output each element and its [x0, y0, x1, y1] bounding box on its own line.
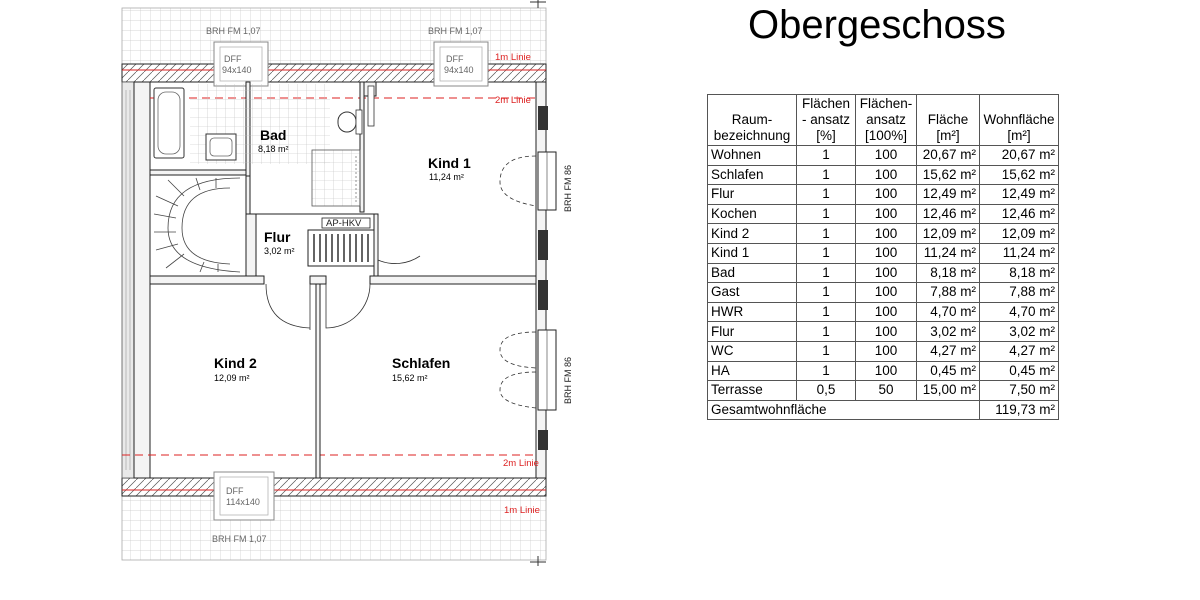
room-percent: 1	[797, 341, 856, 361]
dff-top-left-size: 94x140	[222, 65, 252, 75]
room-living-area: 12,46 m²	[980, 204, 1059, 224]
room-flur-name: Flur	[264, 229, 291, 245]
room-living-area: 12,09 m²	[980, 224, 1059, 244]
room-name: Schlafen	[708, 165, 797, 185]
room-living-area: 8,18 m²	[980, 263, 1059, 283]
dff-top-left-label: DFF	[224, 54, 242, 64]
page-title: Obergeschoss	[748, 3, 1006, 47]
room-name: WC	[708, 341, 797, 361]
header-factor: Flächen- ansatz [100%]	[856, 95, 917, 146]
room-factor: 100	[856, 185, 917, 205]
area-table	[707, 94, 1059, 420]
room-living-area: 7,88 m²	[980, 283, 1059, 303]
dff-top-right-label: DFF	[446, 54, 464, 64]
room-percent: 1	[797, 243, 856, 263]
table-row	[708, 322, 1059, 342]
window-swing-kind1	[500, 156, 536, 206]
room-percent: 1	[797, 224, 856, 244]
table-row	[708, 263, 1059, 283]
table-row	[708, 302, 1059, 322]
room-living-area: 11,24 m²	[980, 243, 1059, 263]
room-factor: 50	[856, 381, 917, 401]
total-label: Gesamtwohnfläche	[708, 400, 980, 420]
roof-bottom	[122, 496, 546, 560]
table-row	[708, 204, 1059, 224]
room-area: 12,46 m²	[917, 204, 980, 224]
brh-side-top-label: BRH FM 86	[563, 164, 573, 212]
room-factor: 100	[856, 224, 917, 244]
room-name: HA	[708, 361, 797, 381]
total-value: 119,73 m²	[980, 400, 1059, 420]
room-percent: 1	[797, 165, 856, 185]
line-2m-top-label: 2m Linie	[495, 95, 531, 106]
room-area: 15,62 m²	[917, 165, 980, 185]
table-row	[708, 165, 1059, 185]
room-area: 8,18 m²	[917, 263, 980, 283]
heating-label: AP-HKV	[326, 218, 362, 229]
room-percent: 1	[797, 185, 856, 205]
room-factor: 100	[856, 204, 917, 224]
line-1m-bottom-label: 1m Linie	[504, 505, 540, 516]
room-percent: 1	[797, 361, 856, 381]
dff-top-right-size: 94x140	[444, 65, 474, 75]
room-percent: 1	[797, 322, 856, 342]
room-living-area: 4,70 m²	[980, 302, 1059, 322]
brh-bottom-label: BRH FM 1,07	[212, 534, 267, 544]
dff-bottom-label: DFF	[226, 486, 244, 496]
room-factor: 100	[856, 146, 917, 166]
room-percent: 1	[797, 283, 856, 303]
table-row	[708, 224, 1059, 244]
room-kind2-area: 12,09 m²	[214, 373, 250, 383]
skylight-top-right	[434, 42, 488, 86]
room-name: Kind 2	[708, 224, 797, 244]
room-area: 20,67 m²	[917, 146, 980, 166]
room-kind1-area: 11,24 m²	[429, 172, 464, 182]
room-percent: 1	[797, 204, 856, 224]
table-row	[708, 361, 1059, 381]
window-swing-schlafen-a	[500, 332, 536, 368]
skylight-top-left	[214, 42, 268, 86]
table-total-row	[708, 400, 1059, 420]
brh-side-bottom-label: BRH FM 86	[563, 356, 573, 404]
table-row	[708, 341, 1059, 361]
wall-bottom	[122, 478, 546, 496]
room-factor: 100	[856, 302, 917, 322]
room-factor: 100	[856, 263, 917, 283]
table-row	[708, 381, 1059, 401]
window-swing-schlafen-b	[500, 372, 536, 408]
room-name: Flur	[708, 185, 797, 205]
room-area: 0,45 m²	[917, 361, 980, 381]
room-schlafen-name: Schlafen	[392, 355, 451, 371]
room-percent: 0,5	[797, 381, 856, 401]
header-living-area: Wohnfläche [m²]	[980, 95, 1059, 146]
room-name: Flur	[708, 322, 797, 342]
room-living-area: 0,45 m²	[980, 361, 1059, 381]
room-name: Kind 1	[708, 243, 797, 263]
room-living-area: 20,67 m²	[980, 146, 1059, 166]
room-living-area: 7,50 m²	[980, 381, 1059, 401]
header-room: Raum- bezeichnung	[708, 95, 797, 146]
room-name: Terrasse	[708, 381, 797, 401]
brh-top-left-label: BRH FM 1,07	[206, 26, 261, 36]
table-row	[708, 243, 1059, 263]
room-living-area: 12,49 m²	[980, 185, 1059, 205]
room-percent: 1	[797, 263, 856, 283]
room-factor: 100	[856, 341, 917, 361]
room-living-area: 4,27 m²	[980, 341, 1059, 361]
room-area: 15,00 m²	[917, 381, 980, 401]
room-kind2-name: Kind 2	[214, 355, 257, 371]
room-area: 12,09 m²	[917, 224, 980, 244]
table-row	[708, 283, 1059, 303]
room-name: Gast	[708, 283, 797, 303]
room-bad-name: Bad	[260, 127, 287, 143]
room-factor: 100	[856, 322, 917, 342]
room-living-area: 3,02 m²	[980, 322, 1059, 342]
line-2m-bottom-label: 2m Linie	[503, 458, 539, 469]
room-flur-area: 3,02 m²	[264, 246, 295, 256]
room-factor: 100	[856, 283, 917, 303]
header-area: Fläche [m²]	[917, 95, 980, 146]
room-percent: 1	[797, 146, 856, 166]
table-row	[708, 146, 1059, 166]
room-name: Wohnen	[708, 146, 797, 166]
room-percent: 1	[797, 302, 856, 322]
room-area: 4,70 m²	[917, 302, 980, 322]
line-1m-top-label: 1m Linie	[495, 52, 531, 63]
room-schlafen-area: 15,62 m²	[392, 373, 428, 383]
table-row	[708, 185, 1059, 205]
room-living-area: 15,62 m²	[980, 165, 1059, 185]
room-area: 7,88 m²	[917, 283, 980, 303]
brh-top-right-label: BRH FM 1,07	[428, 26, 483, 36]
room-factor: 100	[856, 361, 917, 381]
room-name: Bad	[708, 263, 797, 283]
room-name: HWR	[708, 302, 797, 322]
table-header-row	[708, 95, 1059, 146]
heater	[308, 230, 374, 266]
room-bad-area: 8,18 m²	[258, 144, 289, 154]
room-kind1-name: Kind 1	[428, 155, 471, 171]
room-area: 11,24 m²	[917, 243, 980, 263]
room-factor: 100	[856, 165, 917, 185]
staircase	[154, 178, 240, 272]
header-percent: Flächen - ansatz [%]	[797, 95, 856, 146]
room-area: 12,49 m²	[917, 185, 980, 205]
room-area: 3,02 m²	[917, 322, 980, 342]
skylight-bottom	[214, 472, 274, 520]
toilet	[338, 112, 356, 132]
room-area: 4,27 m²	[917, 341, 980, 361]
room-name: Kochen	[708, 204, 797, 224]
room-factor: 100	[856, 243, 917, 263]
dff-bottom-size: 114x140	[226, 497, 260, 507]
